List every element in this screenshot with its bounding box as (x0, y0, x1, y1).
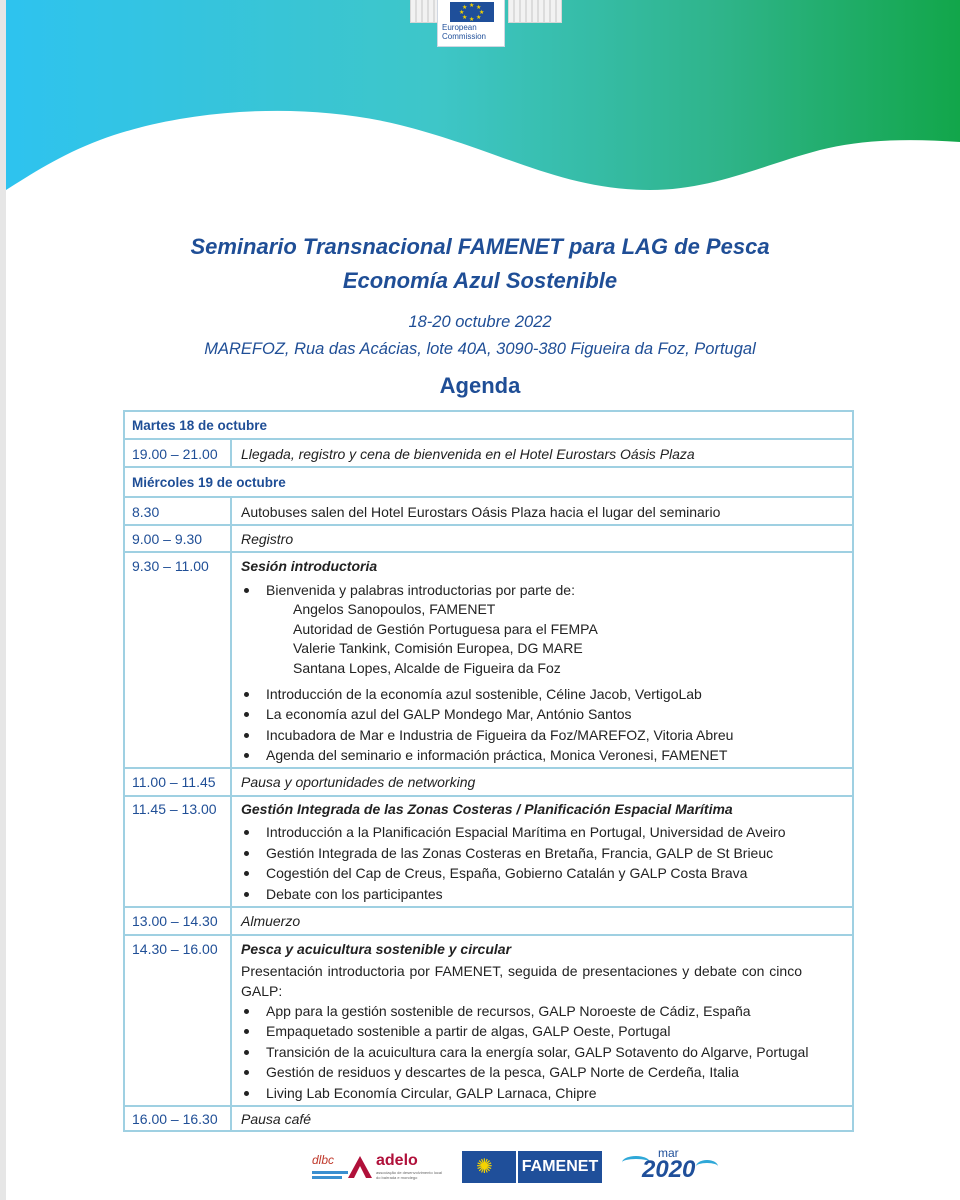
list-item: Agenda del seminario e información práctica, Monica Veronesi, FAMENET (266, 747, 728, 763)
logo-text-line2: Commission (442, 32, 487, 41)
row-divider (123, 496, 854, 498)
session-text: Pausa y oportunidades de networking (241, 774, 476, 790)
mar2020-logo (620, 1146, 720, 1192)
event-venue: MAREFOZ, Rua das Acácias, lote 40A, 3090-380 Figueira da Foz, Portugal (204, 340, 756, 358)
time-slot: 16.00 – 16.30 (132, 1111, 218, 1127)
dlbc-wave-icon (312, 1171, 348, 1174)
event-title-line2: Economía Azul Sostenible (342, 268, 618, 293)
row-divider (123, 466, 854, 468)
session-intro: Presentación introductoria por FAMENET, seguida de presentaciones y debate con cinco (241, 963, 802, 979)
time-slot: 14.30 – 16.00 (132, 941, 218, 957)
day-heading-tuesday: Martes 18 de octubre (132, 418, 268, 433)
row-divider (123, 551, 854, 553)
row-divider (123, 934, 854, 936)
time-slot: 9.30 – 11.00 (132, 558, 209, 574)
time-slot: 11.00 – 11.45 (132, 774, 216, 790)
famenet-label: FAMENET (518, 1151, 602, 1183)
session-text: Autobuses salen del Hotel Eurostars Oásis Plaza hacia el lugar del seminario (241, 504, 721, 520)
mar-label: mar (658, 1146, 679, 1160)
list-item: Transición de la acuicultura cara la energía solar, GALP Sotavento do Algarve, Portugal (266, 1044, 809, 1060)
session-heading: Pesca y acuicultura sostenible y circular (241, 941, 512, 957)
list-item: Gestión de residuos y descartes de la pesca, GALP Norte de Cerdeña, Italia (266, 1064, 739, 1080)
table-border (123, 1130, 854, 1132)
european-commission-label (442, 23, 502, 41)
dlbc-wave-icon (312, 1176, 342, 1179)
column-divider (230, 496, 232, 1132)
table-border (123, 410, 854, 412)
list-item: Gestión Integrada de las Zonas Costeras en Bretaña, Francia, GALP de St Brieuc (266, 845, 774, 861)
agenda-heading: Agenda (439, 373, 521, 398)
speaker-line: Santana Lopes, Alcalde de Figueira da Foz (293, 660, 561, 676)
famenet-logo (462, 1149, 602, 1185)
list-item: Introducción a la Planificación Espacial Marítima en Portugal, Universidad de Aveiro (266, 824, 786, 840)
row-divider (123, 438, 854, 440)
european-commission-logo (437, 0, 505, 47)
mar-year-label: 2020 (642, 1156, 696, 1183)
logo-text-line1: European (442, 23, 477, 32)
adelo-subtitle: associação de desenvolvimento local do bairrada e mondego (376, 1170, 443, 1180)
mar-wave-icon (696, 1160, 718, 1173)
list-item: Introducción de la economía azul sostenible, Céline Jacob, VertigoLab (266, 686, 702, 702)
speaker-line: Autoridad de Gestión Portuguesa para el FEMPA (293, 621, 598, 637)
event-title-line1: Seminario Transnacional FAMENET para LAG de Pesca (190, 234, 770, 259)
session-text: Almuerzo (241, 913, 301, 929)
dlbc-label: dlbc (312, 1153, 335, 1167)
list-item: Bienvenida y palabras introductorias por parte de: (266, 582, 575, 598)
time-slot: 11.45 – 13.00 (132, 801, 217, 817)
list-item: Cogestión del Cap de Creus, España, Gobierno Catalán y GALP Costa Brava (266, 865, 748, 881)
day-heading-wednesday: Miércoles 19 de octubre (132, 475, 286, 490)
time-slot: 9.00 – 9.30 (132, 531, 203, 547)
session-heading: Gestión Integrada de las Zonas Costeras / Planificación Espacial Marítima (241, 801, 733, 817)
column-divider (230, 438, 232, 468)
event-dates: 18-20 octubre 2022 (408, 313, 552, 331)
list-item: Debate con los participantes (266, 886, 443, 902)
adelo-logo (346, 1152, 446, 1186)
list-item: Living Lab Economía Circular, GALP Larnaca, Chipre (266, 1085, 597, 1101)
eu-flag-icon: ✺ (462, 1151, 516, 1183)
list-item: La economía azul del GALP Mondego Mar, António Santos (266, 706, 632, 722)
speaker-line: Angelos Sanopoulos, FAMENET (293, 601, 496, 617)
speaker-line: Valerie Tankink, Comisión Europea, DG MARE (293, 640, 583, 656)
berlaymont-building-right (508, 0, 562, 23)
agenda-table (123, 410, 854, 1132)
session-text: Llegada, registro y cena de bienvenida en el Hotel Eurostars Oásis Plaza (241, 446, 695, 462)
row-divider (123, 524, 854, 526)
list-item: Incubadora de Mar e Industria de Figueira da Foz/MAREFOZ, Vitoria Abreu (266, 727, 734, 743)
time-slot: 8.30 (132, 504, 160, 520)
time-slot: 13.00 – 14.30 (132, 913, 218, 929)
list-item: Empaquetado sostenible a partir de algas, GALP Oeste, Portugal (266, 1023, 671, 1039)
row-divider (123, 795, 854, 797)
table-border (852, 410, 854, 1132)
session-heading: Sesión introductoria (241, 558, 378, 574)
adelo-label: adelo (376, 1152, 418, 1169)
eu-flag-icon: ★ ★ ★ ★ ★ ★ ★ ★ (450, 2, 494, 22)
list-item: App para la gestión sostenible de recursos, GALP Noroeste de Cádiz, España (266, 1003, 751, 1019)
session-text: Registro (241, 531, 294, 547)
session-text: Pausa café (241, 1111, 312, 1127)
row-divider (123, 767, 854, 769)
row-divider (123, 906, 854, 908)
row-divider (123, 1105, 854, 1107)
table-border (123, 410, 125, 1132)
time-slot: 19.00 – 21.00 (132, 446, 218, 462)
session-intro: GALP: (241, 983, 283, 999)
adelo-triangle-icon (346, 1154, 374, 1180)
